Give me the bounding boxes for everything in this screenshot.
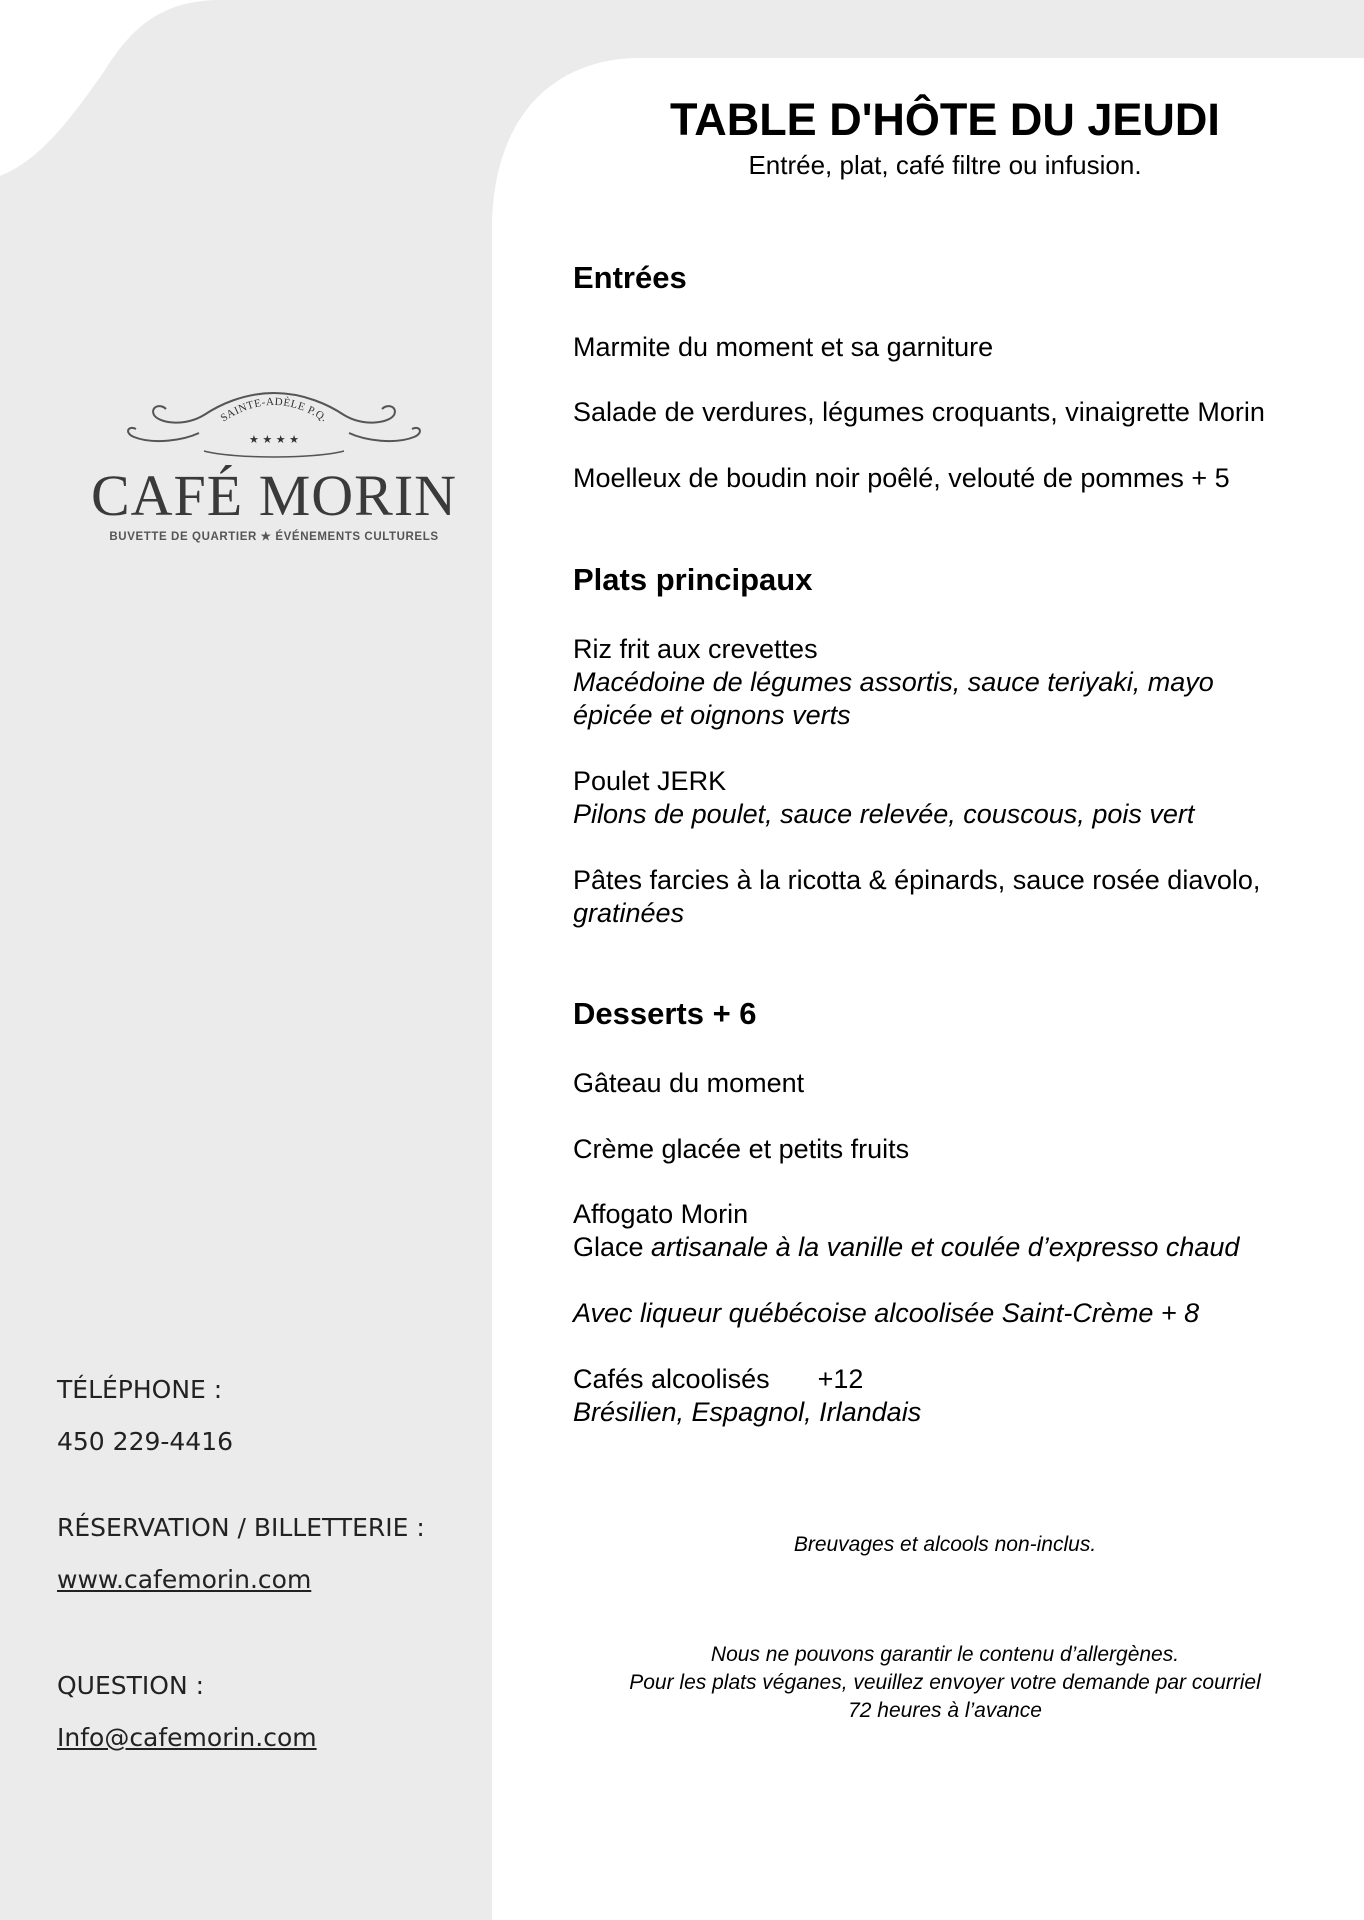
plat-name: Poulet JERK (573, 766, 727, 796)
logo-stars: ★ ★ ★ ★ (249, 433, 299, 446)
plat-item (573, 864, 1333, 930)
plat-item (573, 765, 1333, 831)
entrees-heading: Entrées (573, 260, 687, 295)
dessert-name: Affogato Morin (573, 1199, 749, 1229)
entree-item: Salade de verdures, légumes croquants, vinaigrette Morin (573, 397, 1265, 427)
website-link[interactable]: www.cafemorin.com (57, 1565, 312, 1594)
allergens-note-line: Nous ne pouvons garantir le contenu d’allergènes. (710, 1643, 1180, 1666)
logo-ornament-icon (124, 385, 424, 465)
dessert-item: Avec liqueur québécoise alcoolisée Saint-Crème + 8 (573, 1298, 1200, 1328)
page-title: TABLE D'HÔTE DU JEUDI (670, 94, 1220, 145)
plat-item (573, 633, 1333, 732)
dessert-price: +12 (817, 1364, 864, 1394)
logo-tagline: BUVETTE DE QUARTIER ★ ÉVÉNEMENTS CULTURELS (109, 531, 439, 543)
allergens-note-line: Pour les plats véganes, veuillez envoyer votre demande par courriel (629, 1671, 1261, 1694)
dessert-description-italic: artisanale à la vanille et coulée d’expresso chaud (651, 1232, 1240, 1262)
cafe-morin-logo (84, 385, 464, 545)
plats-heading: Plats principaux (573, 562, 813, 597)
question-label: QUESTION : (57, 1671, 205, 1700)
dessert-description: Brésilien, Espagnol, Irlandais (573, 1397, 922, 1427)
dessert-description-plain: Glace (573, 1232, 652, 1262)
entree-item: Moelleux de boudin noir poêlé, velouté de pommes + 5 (573, 463, 1230, 493)
dessert-name: Cafés alcoolisés (573, 1364, 770, 1394)
reservation-label: RÉSERVATION / BILLETTERIE : (57, 1513, 425, 1542)
allergens-note-line: 72 heures à l’avance (848, 1699, 1042, 1722)
phone-number: 450 229-4416 (57, 1427, 234, 1456)
drinks-note: Breuvages et alcools non-inclus. (793, 1533, 1097, 1556)
desserts-heading: Desserts + 6 (573, 996, 757, 1031)
dessert-description (573, 1231, 1333, 1264)
entree-item: Marmite du moment et sa garniture (573, 332, 994, 362)
dessert-item (573, 1363, 1333, 1429)
phone-label: TÉLÉPHONE : (57, 1375, 223, 1404)
page-subtitle: Entrée, plat, café filtre ou infusion. (748, 150, 1142, 180)
plat-name: Riz frit aux crevettes (573, 634, 818, 664)
plat-name: Pâtes farcies à la ricotta & épinards, sauce rosée diavolo, (573, 865, 1261, 895)
plat-description: Pilons de poulet, sauce relevée, couscous, pois vert (573, 799, 1195, 829)
logo-arc-text: SAINTE-ADÈLE P.Q. (218, 395, 330, 425)
plat-description: Macédoine de légumes assortis, sauce teriyaki, mayo épicée et oignons verts (573, 667, 1214, 730)
dessert-item (573, 1198, 1333, 1264)
plat-description: gratinées (573, 898, 685, 928)
dessert-item: Gâteau du moment (573, 1068, 805, 1098)
dessert-item: Crème glacée et petits fruits (573, 1134, 910, 1164)
email-link[interactable]: Info@cafemorin.com (57, 1723, 317, 1752)
logo-name: CAFÉ MORIN (90, 463, 458, 528)
